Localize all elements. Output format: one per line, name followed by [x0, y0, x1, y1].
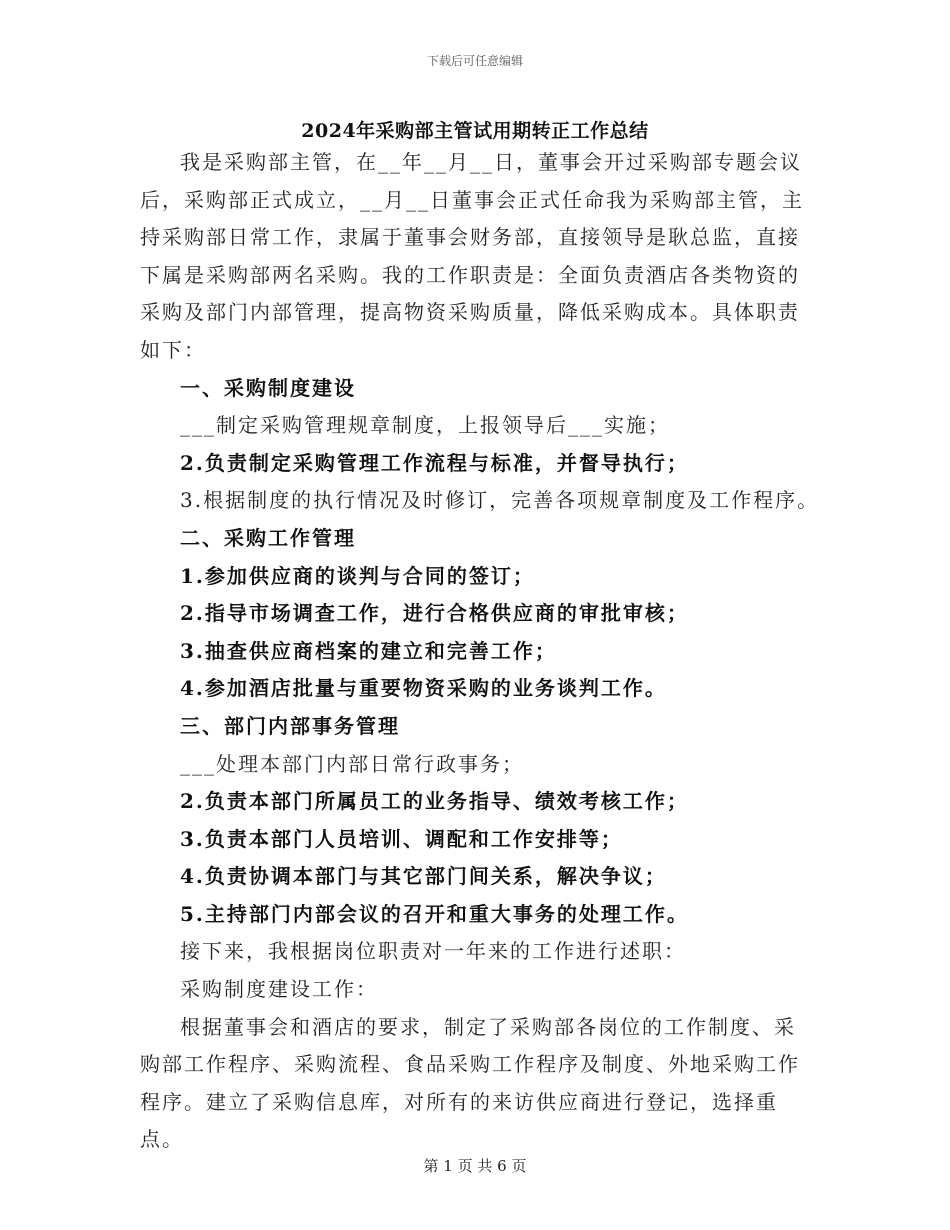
- section-heading: 三、部门内部事务管理: [180, 713, 400, 738]
- list-item: ___处理本部门内部日常行政事务；: [180, 751, 524, 776]
- list-item: 3.负责本部门人员培训、调配和工作安排等；: [180, 826, 623, 851]
- page-number: 第 1 页 共 6 页: [423, 1157, 527, 1175]
- header-note: 下载后可任意编辑: [426, 54, 523, 68]
- document-body: [140, 144, 820, 1159]
- list-item: 1.参加供应商的谈判与合同的签订；: [180, 563, 535, 588]
- list-item: 3.根据制度的执行情况及时修订，完善各项规章制度及工作程序。: [180, 488, 820, 513]
- list-item: 5.主持部门内部会议的召开和重大事务的处理工作。: [180, 901, 689, 926]
- document-title: 2024年采购部主管试用期转正工作总结: [301, 120, 649, 142]
- section-heading: 二、采购工作管理: [180, 525, 356, 550]
- subheading: 采购制度建设工作：: [180, 977, 378, 1002]
- list-item: 2.负责本部门所属员工的业务指导、绩效考核工作；: [180, 789, 689, 814]
- list-item: ___制定采购管理规章制度，上报领导后___实施；: [180, 413, 670, 438]
- list-item: 4.负责协调本部门与其它部门间关系，解决争议；: [180, 864, 667, 889]
- list-item: 2.负责制定采购管理工作流程与标准，并督导执行；: [180, 450, 689, 475]
- list-item: 2.指导市场调查工作，进行合格供应商的审批审核；: [180, 601, 689, 626]
- section-heading: 一、采购制度建设: [180, 375, 356, 400]
- list-item: 4.参加酒店批量与重要物资采购的业务谈判工作。: [180, 676, 667, 701]
- transition-text: 接下来，我根据岗位职责对一年来的工作进行述职：: [180, 939, 686, 964]
- closing-paragraph: 根据董事会和酒店的要求，制定了采购部各岗位的工作制度、采购部工作程序、采购流程、食品采购工作程序及制度、外地采购工作程序。建立了采购信息库，对所有的来访供应商进行登记，选择重点。: [140, 1014, 800, 1152]
- list-item: 3.抽查供应商档案的建立和完善工作；: [180, 638, 557, 663]
- intro-paragraph: 我是采购部主管，在__年__月__日，董事会开过采购部专题会议后，采购部正式成立，__月__日董事会正式任命我为采购部主管，主持采购部日常工作，隶属于董事会财务部，直接领导是耿总监，直接下属是采购部两名采购。我的工作职责是：全面负责酒店各类物资的采购及部门内部管理，提高物资采购质量，降低采购成本。具体职责如下：: [140, 150, 804, 362]
